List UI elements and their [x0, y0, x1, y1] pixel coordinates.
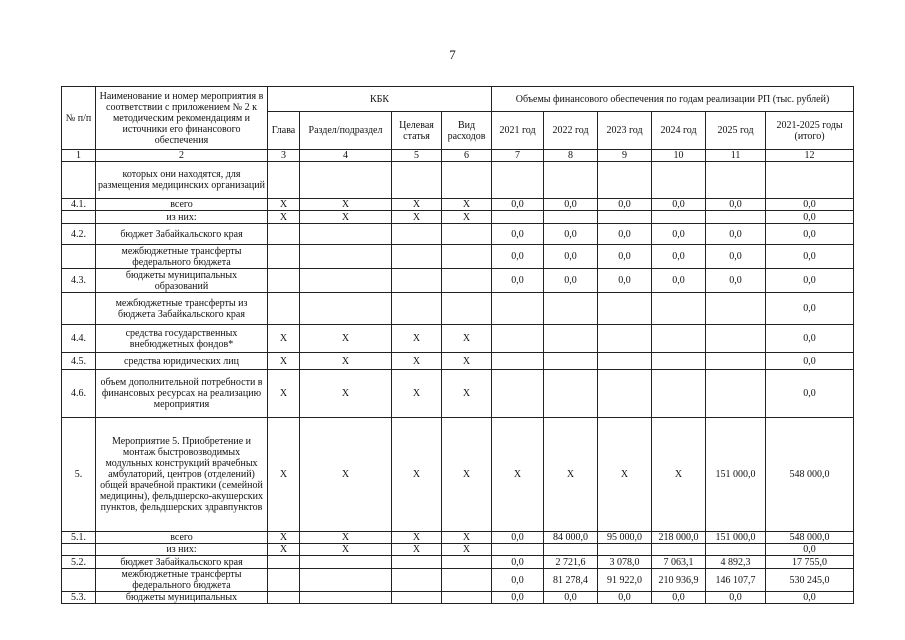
value-cell: 3 078,0 [598, 556, 652, 569]
col-number: 12 [766, 150, 854, 162]
value-cell: 548 000,0 [766, 418, 854, 532]
col-number: 1 [62, 150, 96, 162]
kbk-glava: X [268, 544, 300, 556]
kbk-statya: X [392, 325, 442, 353]
value-cell [544, 293, 598, 325]
header-name: Наименование и номер мероприятия в соответствии с приложением № 2 к методическим рекомендациям и источники его финансового обеспечения [96, 87, 268, 150]
kbk-vid [442, 162, 492, 199]
value-cell [652, 544, 706, 556]
value-cell: 0,0 [766, 353, 854, 370]
row-number: 5.1. [62, 532, 96, 544]
kbk-vid: X [442, 544, 492, 556]
value-cell [598, 211, 652, 224]
value-cell [706, 370, 766, 418]
row-name: средства государственных внебюджетных фондов* [96, 325, 268, 353]
table-row [62, 293, 854, 325]
kbk-vid [442, 293, 492, 325]
value-cell: 0,0 [766, 224, 854, 245]
col-number: 7 [492, 150, 544, 162]
value-cell: 0,0 [652, 199, 706, 211]
kbk-statya [392, 162, 442, 199]
kbk-glava: X [268, 370, 300, 418]
kbk-vid: X [442, 325, 492, 353]
value-cell: 218 000,0 [652, 532, 706, 544]
value-cell [492, 211, 544, 224]
kbk-statya [392, 569, 442, 592]
value-cell [598, 353, 652, 370]
value-cell: 0,0 [706, 199, 766, 211]
kbk-razdel: X [300, 211, 392, 224]
value-cell: 548 000,0 [766, 532, 854, 544]
kbk-statya: X [392, 199, 442, 211]
value-cell: X [598, 418, 652, 532]
value-cell: 0,0 [598, 592, 652, 604]
value-cell: 17 755,0 [766, 556, 854, 569]
value-cell: 0,0 [706, 245, 766, 269]
value-cell [492, 162, 544, 199]
value-cell: 0,0 [544, 592, 598, 604]
value-cell [706, 325, 766, 353]
kbk-statya [392, 269, 442, 293]
row-number [62, 569, 96, 592]
row-number: 4.1. [62, 199, 96, 211]
value-cell: 0,0 [492, 224, 544, 245]
value-cell [766, 162, 854, 199]
value-cell [652, 162, 706, 199]
value-cell: 530 245,0 [766, 569, 854, 592]
kbk-razdel [300, 245, 392, 269]
table-row [62, 199, 854, 211]
row-number: 4.6. [62, 370, 96, 418]
value-cell: 84 000,0 [544, 532, 598, 544]
value-cell: 0,0 [766, 544, 854, 556]
value-cell: 0,0 [544, 199, 598, 211]
col-number: 3 [268, 150, 300, 162]
kbk-vid: X [442, 353, 492, 370]
value-cell: 91 922,0 [598, 569, 652, 592]
value-cell: 210 936,9 [652, 569, 706, 592]
row-name: межбюджетные трансферты из бюджета Забайкальского края [96, 293, 268, 325]
value-cell: 0,0 [492, 569, 544, 592]
value-cell [544, 211, 598, 224]
value-cell: X [544, 418, 598, 532]
kbk-vid: X [442, 211, 492, 224]
table-row [62, 569, 854, 592]
row-number: 4.2. [62, 224, 96, 245]
kbk-statya: X [392, 370, 442, 418]
value-cell [492, 544, 544, 556]
value-cell: 146 107,7 [706, 569, 766, 592]
table-row [62, 245, 854, 269]
kbk-vid [442, 224, 492, 245]
row-name: межбюджетные трансферты федерального бюджета [96, 245, 268, 269]
value-cell: 0,0 [492, 532, 544, 544]
col-number: 6 [442, 150, 492, 162]
value-cell [706, 293, 766, 325]
kbk-statya [392, 293, 442, 325]
col-number: 2 [96, 150, 268, 162]
kbk-razdel [300, 269, 392, 293]
kbk-vid [442, 592, 492, 604]
financing-table [61, 86, 854, 604]
value-cell [652, 353, 706, 370]
table-row [62, 370, 854, 418]
value-cell [544, 325, 598, 353]
col-number: 5 [392, 150, 442, 162]
table-row [62, 532, 854, 544]
value-cell: 95 000,0 [598, 532, 652, 544]
table-row [62, 418, 854, 532]
kbk-razdel: X [300, 544, 392, 556]
kbk-glava [268, 224, 300, 245]
header-year-2021: 2021 год [492, 112, 544, 150]
value-cell: 0,0 [706, 592, 766, 604]
value-cell: 0,0 [766, 269, 854, 293]
value-cell: 0,0 [598, 224, 652, 245]
table-row [62, 162, 854, 199]
value-cell: 151 000,0 [706, 532, 766, 544]
kbk-vid [442, 569, 492, 592]
row-number: 5. [62, 418, 96, 532]
kbk-glava: X [268, 199, 300, 211]
kbk-razdel: X [300, 325, 392, 353]
kbk-razdel [300, 592, 392, 604]
value-cell [598, 293, 652, 325]
kbk-statya [392, 224, 442, 245]
kbk-glava [268, 245, 300, 269]
value-cell: 0,0 [598, 245, 652, 269]
value-cell [598, 162, 652, 199]
row-number: 5.2. [62, 556, 96, 569]
table-row [62, 556, 854, 569]
kbk-razdel [300, 569, 392, 592]
row-number [62, 162, 96, 199]
kbk-razdel: X [300, 532, 392, 544]
kbk-glava [268, 269, 300, 293]
row-name: бюджеты муниципальных [96, 592, 268, 604]
value-cell: 4 892,3 [706, 556, 766, 569]
kbk-razdel [300, 293, 392, 325]
header-volumes: Объемы финансового обеспечения по годам реализации РП (тыс. рублей) [492, 87, 854, 112]
row-name: бюджет Забайкальского края [96, 556, 268, 569]
value-cell [492, 370, 544, 418]
value-cell: 0,0 [706, 224, 766, 245]
value-cell [544, 162, 598, 199]
kbk-razdel: X [300, 418, 392, 532]
kbk-statya: X [392, 544, 442, 556]
row-name: Мероприятие 5. Приобретение и монтаж быстровозводимых модульных конструкций врачебных амбулаторий, центров (отделений) общей врачебной практики (семейной медицины), фельдшерско-акушерских пунктов, фельдшерских здравпунктов [96, 418, 268, 532]
row-name: бюджет Забайкальского края [96, 224, 268, 245]
value-cell: 0,0 [766, 211, 854, 224]
value-cell: 0,0 [766, 293, 854, 325]
value-cell: 0,0 [544, 269, 598, 293]
row-number [62, 293, 96, 325]
value-cell [706, 162, 766, 199]
row-number [62, 544, 96, 556]
kbk-vid [442, 245, 492, 269]
header-year-total: 2021-2025 годы (итого) [766, 112, 854, 150]
kbk-vid [442, 269, 492, 293]
value-cell: 0,0 [598, 199, 652, 211]
kbk-vid [442, 556, 492, 569]
row-number: 5.3. [62, 592, 96, 604]
kbk-statya [392, 245, 442, 269]
kbk-glava [268, 293, 300, 325]
table-row [62, 353, 854, 370]
kbk-glava [268, 592, 300, 604]
table-row [62, 224, 854, 245]
value-cell [652, 211, 706, 224]
value-cell: 0,0 [492, 269, 544, 293]
header-year-2023: 2023 год [598, 112, 652, 150]
value-cell: 0,0 [652, 592, 706, 604]
kbk-razdel [300, 162, 392, 199]
kbk-glava: X [268, 325, 300, 353]
value-cell [544, 353, 598, 370]
header-row-1 [62, 87, 854, 112]
value-cell [652, 325, 706, 353]
value-cell: 0,0 [492, 199, 544, 211]
header-kbk: КБК [268, 87, 492, 112]
col-number: 4 [300, 150, 392, 162]
value-cell [492, 293, 544, 325]
value-cell: 81 278,4 [544, 569, 598, 592]
value-cell: 0,0 [598, 269, 652, 293]
column-number-row [62, 150, 854, 162]
value-cell: 0,0 [544, 224, 598, 245]
row-name: из них: [96, 211, 268, 224]
value-cell: 0,0 [652, 269, 706, 293]
kbk-razdel [300, 556, 392, 569]
kbk-statya: X [392, 532, 442, 544]
value-cell: 151 000,0 [706, 418, 766, 532]
header-year-2022: 2022 год [544, 112, 598, 150]
value-cell: 0,0 [492, 556, 544, 569]
table-row [62, 325, 854, 353]
col-number: 10 [652, 150, 706, 162]
value-cell [652, 293, 706, 325]
page-number: 7 [449, 47, 456, 62]
table-row [62, 544, 854, 556]
value-cell [706, 353, 766, 370]
row-name: средства юридических лиц [96, 353, 268, 370]
table-row [62, 592, 854, 604]
kbk-glava: X [268, 211, 300, 224]
header-year-2025: 2025 год [706, 112, 766, 150]
value-cell: 7 063,1 [652, 556, 706, 569]
value-cell: X [492, 418, 544, 532]
row-name: всего [96, 532, 268, 544]
kbk-razdel [300, 224, 392, 245]
kbk-vid: X [442, 532, 492, 544]
kbk-glava: X [268, 353, 300, 370]
kbk-razdel: X [300, 199, 392, 211]
kbk-statya [392, 592, 442, 604]
kbk-statya: X [392, 418, 442, 532]
table-row [62, 269, 854, 293]
row-name: объем дополнительной потребности в финансовых ресурсах на реализацию мероприятия [96, 370, 268, 418]
value-cell: 0,0 [766, 592, 854, 604]
header-year-2024: 2024 год [652, 112, 706, 150]
row-name: бюджеты муниципальных образований [96, 269, 268, 293]
header-kbk-razdel: Раздел/подраздел [300, 112, 392, 150]
kbk-statya [392, 556, 442, 569]
kbk-glava: X [268, 532, 300, 544]
kbk-statya: X [392, 211, 442, 224]
kbk-vid: X [442, 418, 492, 532]
value-cell: 0,0 [706, 269, 766, 293]
value-cell: 0,0 [652, 245, 706, 269]
kbk-statya: X [392, 353, 442, 370]
col-number: 11 [706, 150, 766, 162]
kbk-glava [268, 162, 300, 199]
kbk-razdel: X [300, 353, 392, 370]
value-cell: 2 721,6 [544, 556, 598, 569]
value-cell [598, 325, 652, 353]
kbk-glava [268, 556, 300, 569]
value-cell: 0,0 [492, 245, 544, 269]
value-cell [598, 544, 652, 556]
header-kbk-statya: Целевая статья [392, 112, 442, 150]
value-cell [492, 353, 544, 370]
col-number: 9 [598, 150, 652, 162]
col-number: 8 [544, 150, 598, 162]
row-number: 4.3. [62, 269, 96, 293]
value-cell: 0,0 [766, 245, 854, 269]
kbk-razdel: X [300, 370, 392, 418]
row-name: из них: [96, 544, 268, 556]
header-kbk-glava: Глава [268, 112, 300, 150]
value-cell: 0,0 [766, 325, 854, 353]
value-cell: 0,0 [766, 199, 854, 211]
table-row [62, 211, 854, 224]
value-cell: X [652, 418, 706, 532]
value-cell: 0,0 [544, 245, 598, 269]
value-cell: 0,0 [766, 370, 854, 418]
row-name: межбюджетные трансферты федерального бюджета [96, 569, 268, 592]
row-name: которых они находятся, для размещения медицинских организаций [96, 162, 268, 199]
row-name: всего [96, 199, 268, 211]
value-cell [706, 211, 766, 224]
kbk-vid: X [442, 199, 492, 211]
value-cell [544, 544, 598, 556]
kbk-glava [268, 569, 300, 592]
kbk-vid: X [442, 370, 492, 418]
row-number: 4.4. [62, 325, 96, 353]
value-cell: 0,0 [492, 592, 544, 604]
value-cell [544, 370, 598, 418]
value-cell [652, 370, 706, 418]
header-kbk-vid: Вид расходов [442, 112, 492, 150]
kbk-glava: X [268, 418, 300, 532]
value-cell [598, 370, 652, 418]
value-cell [492, 325, 544, 353]
header-num: № п/п [62, 87, 96, 150]
row-number: 4.5. [62, 353, 96, 370]
value-cell: 0,0 [652, 224, 706, 245]
row-number [62, 245, 96, 269]
row-number [62, 211, 96, 224]
value-cell [706, 544, 766, 556]
